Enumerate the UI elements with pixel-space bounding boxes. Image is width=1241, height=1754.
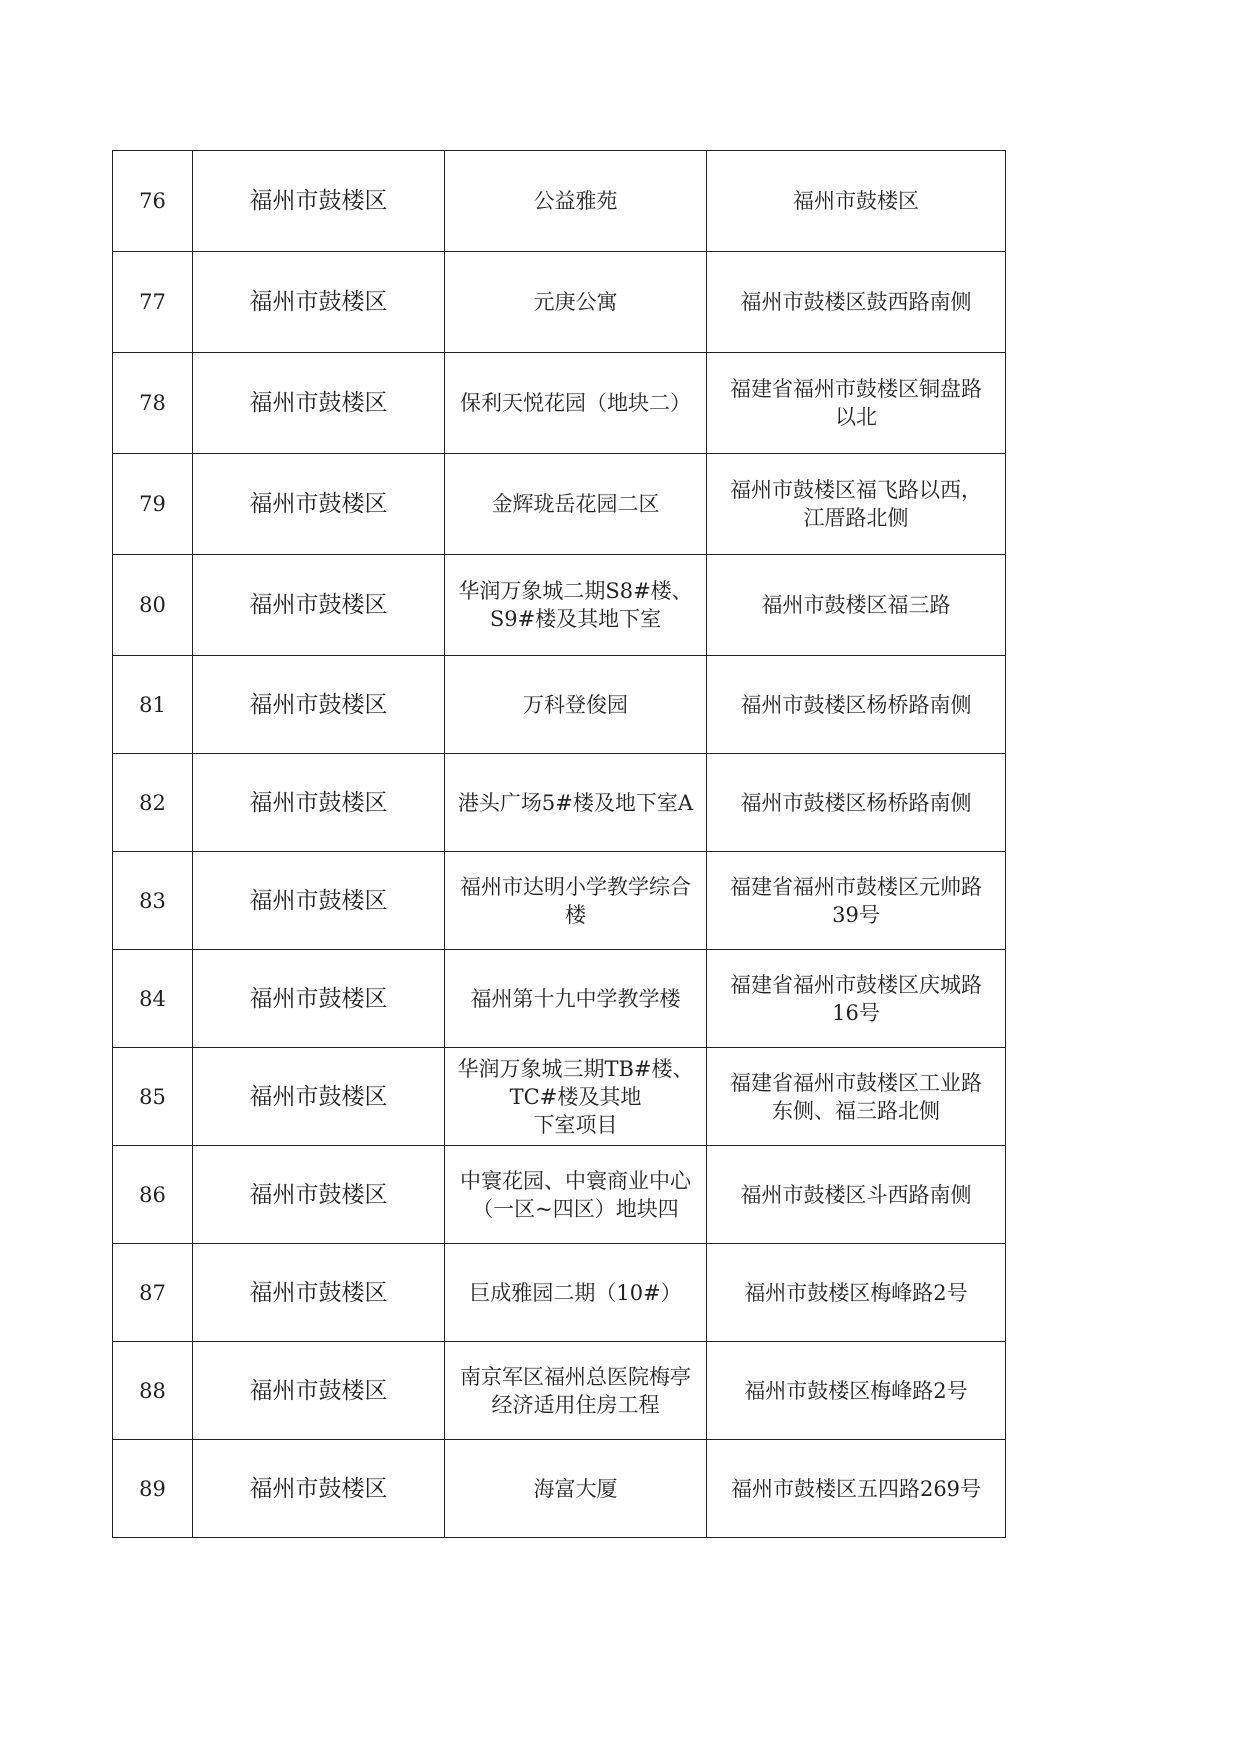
district-cell: 福州市鼓楼区: [193, 252, 445, 353]
row-number-cell: 81: [113, 656, 193, 754]
address-cell: 福州市鼓楼区梅峰路2号: [707, 1244, 1006, 1342]
project-name-cell: 福州第十九中学教学楼: [445, 950, 707, 1048]
row-number-cell: 87: [113, 1244, 193, 1342]
address-cell: 福州市鼓楼区福飞路以西， 江厝路北侧: [707, 454, 1006, 555]
project-name-cell: 元庚公寓: [445, 252, 707, 353]
district-cell: 福州市鼓楼区: [193, 852, 445, 950]
district-cell: 福州市鼓楼区: [193, 454, 445, 555]
table-row: [113, 1440, 1006, 1538]
table-row: [113, 950, 1006, 1048]
project-name-cell: 金辉珑岳花园二区: [445, 454, 707, 555]
row-number-cell: 85: [113, 1048, 193, 1146]
address-cell: 福建省福州市鼓楼区庆城路 16号: [707, 950, 1006, 1048]
project-name-cell: 港头广场5#楼及地下室A: [445, 754, 707, 852]
address-cell: 福州市鼓楼区梅峰路2号: [707, 1342, 1006, 1440]
row-number-cell: 89: [113, 1440, 193, 1538]
address-cell: 福州市鼓楼区: [707, 151, 1006, 252]
table-body: [113, 151, 1006, 1538]
district-cell: 福州市鼓楼区: [193, 1244, 445, 1342]
table-row: [113, 852, 1006, 950]
district-cell: 福州市鼓楼区: [193, 1342, 445, 1440]
project-name-cell: 万科登俊园: [445, 656, 707, 754]
district-cell: 福州市鼓楼区: [193, 353, 445, 454]
district-cell: 福州市鼓楼区: [193, 656, 445, 754]
district-cell: 福州市鼓楼区: [193, 1048, 445, 1146]
row-number-cell: 88: [113, 1342, 193, 1440]
address-cell: 福州市鼓楼区斗西路南侧: [707, 1146, 1006, 1244]
row-number-cell: 86: [113, 1146, 193, 1244]
row-number-cell: 77: [113, 252, 193, 353]
project-name-cell: 华润万象城二期S8#楼、 S9#楼及其地下室: [445, 555, 707, 656]
district-cell: 福州市鼓楼区: [193, 1440, 445, 1538]
table-row: [113, 1048, 1006, 1146]
address-cell: 福建省福州市鼓楼区铜盘路 以北: [707, 353, 1006, 454]
row-number-cell: 83: [113, 852, 193, 950]
address-cell: 福州市鼓楼区杨桥路南侧: [707, 656, 1006, 754]
district-cell: 福州市鼓楼区: [193, 555, 445, 656]
district-cell: 福州市鼓楼区: [193, 1146, 445, 1244]
table-row: [113, 353, 1006, 454]
address-cell: 福州市鼓楼区鼓西路南侧: [707, 252, 1006, 353]
table-row: [113, 252, 1006, 353]
project-name-cell: 公益雅苑: [445, 151, 707, 252]
project-table: [112, 150, 1006, 1538]
table-row: [113, 754, 1006, 852]
district-cell: 福州市鼓楼区: [193, 950, 445, 1048]
district-cell: 福州市鼓楼区: [193, 754, 445, 852]
address-cell: 福州市鼓楼区杨桥路南侧: [707, 754, 1006, 852]
table-row: [113, 151, 1006, 252]
table-row: [113, 1342, 1006, 1440]
table-row: [113, 555, 1006, 656]
project-name-cell: 福州市达明小学教学综合 楼: [445, 852, 707, 950]
row-number-cell: 76: [113, 151, 193, 252]
project-name-cell: 巨成雅园二期（10#）: [445, 1244, 707, 1342]
row-number-cell: 78: [113, 353, 193, 454]
project-name-cell: 保利天悦花园（地块二）: [445, 353, 707, 454]
table-row: [113, 1146, 1006, 1244]
district-cell: 福州市鼓楼区: [193, 151, 445, 252]
table-row: [113, 454, 1006, 555]
project-name-cell: 海富大厦: [445, 1440, 707, 1538]
project-name-cell: 华润万象城三期TB#楼、 TC#楼及其地 下室项目: [445, 1048, 707, 1146]
project-name-cell: 南京军区福州总医院梅亭 经济适用住房工程: [445, 1342, 707, 1440]
row-number-cell: 79: [113, 454, 193, 555]
address-cell: 福州市鼓楼区福三路: [707, 555, 1006, 656]
address-cell: 福建省福州市鼓楼区元帅路 39号: [707, 852, 1006, 950]
row-number-cell: 82: [113, 754, 193, 852]
address-cell: 福州市鼓楼区五四路269号: [707, 1440, 1006, 1538]
row-number-cell: 80: [113, 555, 193, 656]
table-row: [113, 656, 1006, 754]
table-row: [113, 1244, 1006, 1342]
address-cell: 福建省福州市鼓楼区工业路 东侧、福三路北侧: [707, 1048, 1006, 1146]
project-name-cell: 中寰花园、中寰商业中心 （一区~四区）地块四: [445, 1146, 707, 1244]
row-number-cell: 84: [113, 950, 193, 1048]
